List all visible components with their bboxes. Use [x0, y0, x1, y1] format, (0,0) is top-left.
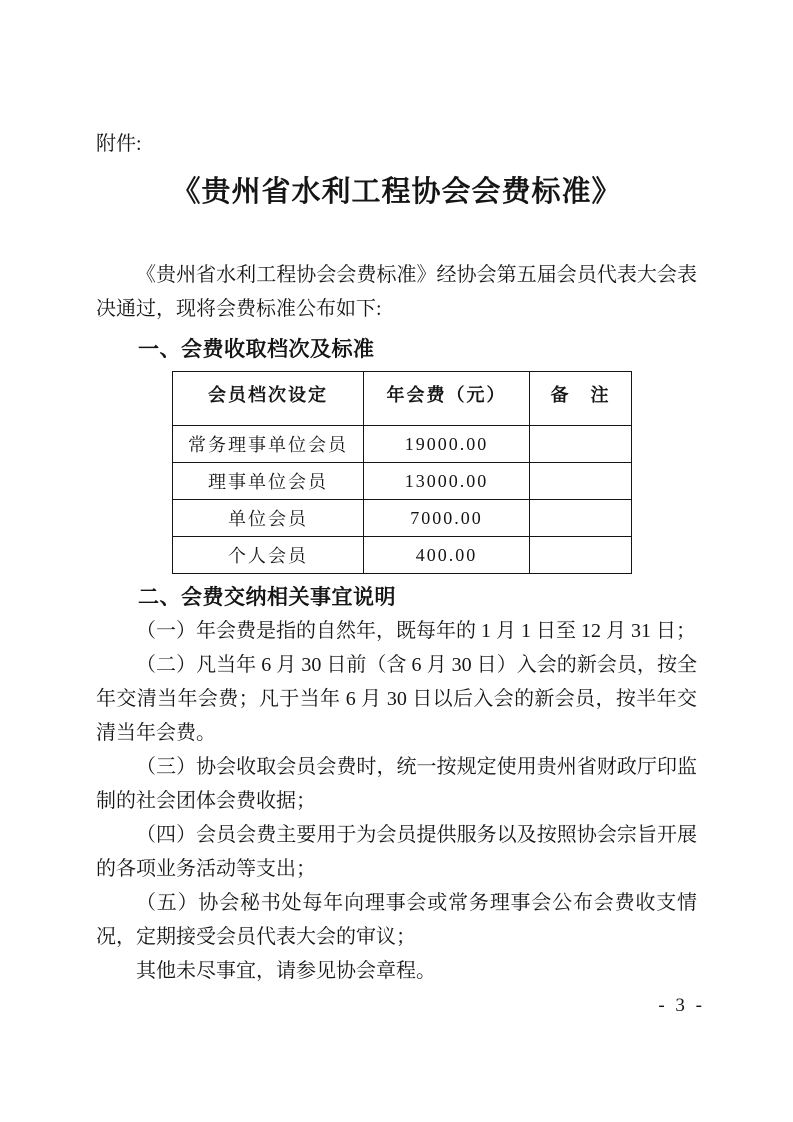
- closing-paragraph: 其他未尽事宜，请参见协会章程。: [136, 960, 436, 982]
- cell-fee: 13000.00: [364, 463, 530, 500]
- item-paragraph-5: （五）协会秘书处每年向理事会或常务理事会公布会费收支情况，定期接受会员代表大会的审议；: [96, 892, 697, 948]
- fee-table: [172, 371, 632, 574]
- intro-paragraph: 《贵州省水利工程协会会费标准》经协会第五届会员代表大会表决通过，现将会费标准公布如下:: [96, 264, 697, 320]
- cell-tier: 单位会员: [173, 500, 364, 537]
- attachment-label: 附件:: [96, 133, 142, 155]
- table-row: [173, 500, 632, 537]
- cell-fee: 7000.00: [364, 500, 530, 537]
- table-header-row: [173, 372, 632, 426]
- cell-note: [530, 537, 632, 574]
- item-paragraph-2: （二）凡当年 6 月 30 日前（含 6 月 30 日）入会的新会员，按全年交清当年会费；凡于当年 6 月 30 日以后入会的新会员，按半年交清当年会费。: [96, 654, 697, 744]
- section-1-heading: 一、会费收取档次及标准: [138, 338, 375, 361]
- item-paragraph-3: （三）协会收取会员会费时，统一按规定使用贵州省财政厅印监制的社会团体会费收据；: [96, 756, 697, 812]
- cell-note: [530, 463, 632, 500]
- cell-tier: 常务理事单位会员: [173, 426, 364, 463]
- item-paragraph-1: （一）年会费是指的自然年，既每年的 1 月 1 日至 12 月 31 日；: [136, 620, 696, 642]
- item-paragraph-4: （四）会员会费主要用于为会员提供服务以及按照协会宗旨开展的各项业务活动等支出；: [96, 824, 697, 880]
- cell-tier: 理事单位会员: [173, 463, 364, 500]
- header-annual-fee: 年会费（元）: [364, 372, 530, 426]
- header-note: 备 注: [530, 372, 632, 426]
- table-row: [173, 426, 632, 463]
- table-row: [173, 463, 632, 500]
- section-2-heading: 二、会费交纳相关事宜说明: [138, 586, 396, 609]
- cell-fee: 400.00: [364, 537, 530, 574]
- cell-tier: 个人会员: [173, 537, 364, 574]
- cell-fee: 19000.00: [364, 426, 530, 463]
- document-title: 《贵州省水利工程协会会费标准》: [171, 176, 622, 208]
- header-member-tier: 会员档次设定: [173, 372, 364, 426]
- table-row: [173, 537, 632, 574]
- section-2: [96, 582, 697, 988]
- page-number: - 3 -: [658, 995, 705, 1016]
- cell-note: [530, 500, 632, 537]
- cell-note: [530, 426, 632, 463]
